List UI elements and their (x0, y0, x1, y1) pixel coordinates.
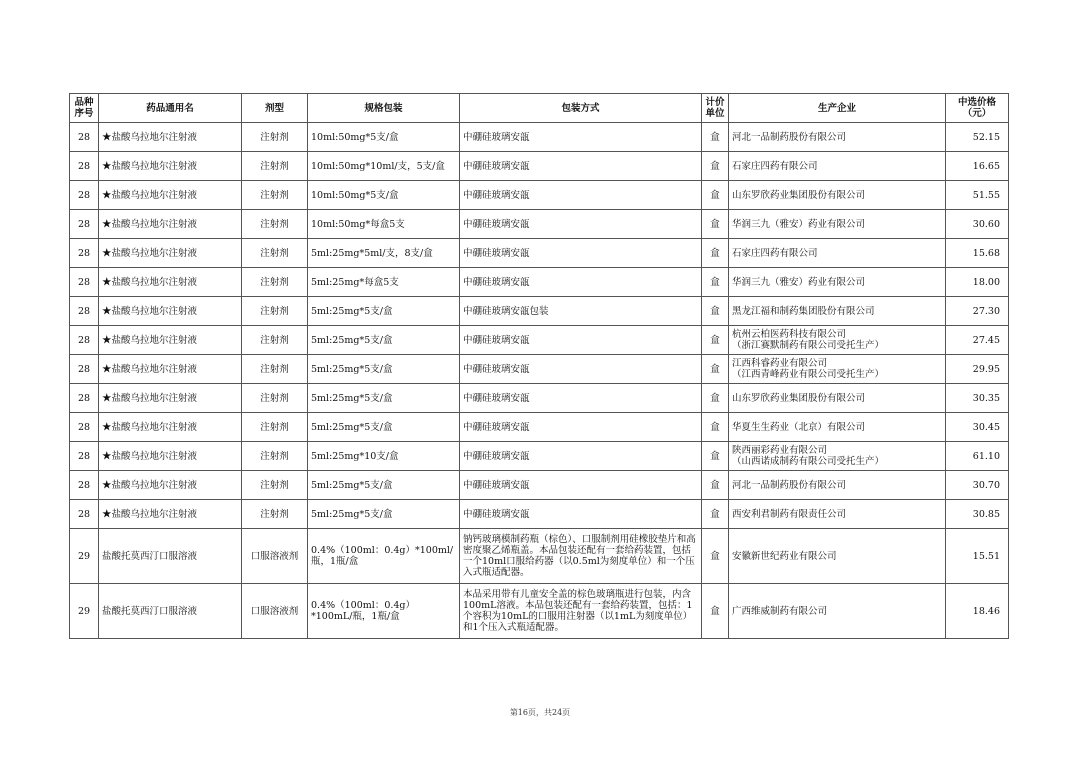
cell-form: 注射剂 (242, 152, 308, 181)
cell-mfr (729, 355, 946, 384)
header-seq: 品种序号 (70, 94, 99, 123)
cell-pack: 中硼硅玻璃安瓿 (460, 210, 702, 239)
table-row (70, 152, 1009, 181)
cell-pack: 本品采用带有儿童安全盖的棕色玻璃瓶进行包装，内含100mL溶液。本品包装还配有一套给药装置，包括：1个容积为10mL的口服用注射器（以1mL为刻度单位）和1个压入式瓶适配器。 (460, 584, 702, 639)
cell-spec: 10ml:50mg*10ml/支，5支/盒 (308, 152, 460, 181)
cell-mfr (729, 181, 946, 210)
header-mfr: 生产企业 (729, 94, 946, 123)
cell-form: 注射剂 (242, 442, 308, 471)
cell-pack: 中硼硅玻璃安瓿 (460, 384, 702, 413)
cell-unit: 盒 (702, 297, 729, 326)
cell-seq: 28 (70, 297, 99, 326)
cell-spec: 5ml:25mg*5支/盒 (308, 471, 460, 500)
cell-unit: 盒 (702, 210, 729, 239)
cell-price: 29.95 (946, 355, 1009, 384)
cell-pack: 钠钙玻璃模制药瓶（棕色）、口服制剂用硅橡胶垫片和高密度聚乙烯瓶盖。本品包装还配有一套给药装置，包括一个10ml口服给药器（以0.5ml为刻度单位）和一个压入式瓶适配器。 (460, 529, 702, 584)
mfr-line: 河北一品制药股份有限公司 (732, 479, 847, 491)
cell-unit: 盒 (702, 384, 729, 413)
table-row (70, 442, 1009, 471)
cell-spec: 0.4%（100ml：0.4g）*100mL/瓶，1瓶/盒 (308, 584, 460, 639)
cell-price: 61.10 (946, 442, 1009, 471)
cell-spec: 5ml:25mg*每盒5支 (308, 268, 460, 297)
cell-unit: 盒 (702, 239, 729, 268)
cell-form: 注射剂 (242, 239, 308, 268)
table-row (70, 210, 1009, 239)
header-pack: 包装方式 (460, 94, 702, 123)
cell-spec: 10ml:50mg*每盒5支 (308, 210, 460, 239)
cell-price: 16.65 (946, 152, 1009, 181)
cell-unit: 盒 (702, 152, 729, 181)
cell-spec: 0.4%（100ml：0.4g）*100ml/瓶，1瓶/盒 (308, 529, 460, 584)
mfr-contractor-line: （山西诺成制药有限公司受托生产） (732, 456, 885, 467)
cell-seq: 28 (70, 413, 99, 442)
cell-pack: 中硼硅玻璃安瓿 (460, 123, 702, 152)
cell-name: ★盐酸乌拉地尔注射液 (99, 442, 242, 471)
mfr-line: 河北一品制药股份有限公司 (732, 131, 847, 143)
cell-pack: 中硼硅玻璃安瓿 (460, 268, 702, 297)
cell-name: ★盐酸乌拉地尔注射液 (99, 384, 242, 413)
mfr-line: 石家庄四药有限公司 (732, 160, 818, 172)
mfr-line: 华润三九（雅安）药业有限公司 (732, 218, 866, 230)
cell-name: ★盐酸乌拉地尔注射液 (99, 413, 242, 442)
procurement-table (69, 93, 1009, 639)
cell-form: 注射剂 (242, 384, 308, 413)
cell-unit: 盒 (702, 584, 729, 639)
cell-mfr (729, 152, 946, 181)
cell-pack: 中硼硅玻璃安瓿 (460, 500, 702, 529)
cell-name: ★盐酸乌拉地尔注射液 (99, 500, 242, 529)
cell-seq: 28 (70, 326, 99, 355)
cell-price: 30.70 (946, 471, 1009, 500)
cell-seq: 28 (70, 384, 99, 413)
mfr-contractor-line: （江西青峰药业有限公司受托生产） (732, 369, 885, 380)
cell-form: 注射剂 (242, 297, 308, 326)
table-row (70, 123, 1009, 152)
cell-unit: 盒 (702, 442, 729, 471)
table-row (70, 355, 1009, 384)
cell-price: 51.55 (946, 181, 1009, 210)
cell-pack: 中硼硅玻璃安瓿 (460, 152, 702, 181)
table-row (70, 384, 1009, 413)
cell-price: 30.35 (946, 384, 1009, 413)
cell-name: ★盐酸乌拉地尔注射液 (99, 123, 242, 152)
cell-unit: 盒 (702, 123, 729, 152)
cell-unit: 盒 (702, 355, 729, 384)
cell-pack: 中硼硅玻璃安瓿 (460, 413, 702, 442)
mfr-line: 石家庄四药有限公司 (732, 247, 818, 259)
cell-form: 注射剂 (242, 413, 308, 442)
table-row (70, 500, 1009, 529)
cell-price: 30.45 (946, 413, 1009, 442)
cell-unit: 盒 (702, 326, 729, 355)
cell-name: ★盐酸乌拉地尔注射液 (99, 152, 242, 181)
cell-price: 27.45 (946, 326, 1009, 355)
cell-form: 注射剂 (242, 123, 308, 152)
cell-price: 18.00 (946, 268, 1009, 297)
mfr-line: 江西科睿药业有限公司 (732, 358, 828, 369)
cell-seq: 28 (70, 442, 99, 471)
cell-unit: 盒 (702, 529, 729, 584)
cell-name: ★盐酸乌拉地尔注射液 (99, 239, 242, 268)
cell-pack: 中硼硅玻璃安瓿 (460, 326, 702, 355)
cell-mfr (729, 471, 946, 500)
cell-spec: 5ml:25mg*5支/盒 (308, 297, 460, 326)
cell-price: 30.85 (946, 500, 1009, 529)
cell-seq: 28 (70, 268, 99, 297)
mfr-line: 陕西丽彩药业有限公司 (732, 445, 828, 456)
cell-spec: 5ml:25mg*5支/盒 (308, 355, 460, 384)
cell-form: 注射剂 (242, 500, 308, 529)
cell-mfr (729, 442, 946, 471)
table-row (70, 471, 1009, 500)
mfr-line: 山东罗欣药业集团股份有限公司 (732, 189, 866, 201)
mfr-line: 杭州云柏医药科技有限公司 (732, 329, 847, 340)
cell-spec: 5ml:25mg*5ml/支，8支/盒 (308, 239, 460, 268)
table-row (70, 584, 1009, 639)
table-row (70, 297, 1009, 326)
cell-unit: 盒 (702, 471, 729, 500)
cell-pack: 中硼硅玻璃安瓿包装 (460, 297, 702, 326)
cell-name: ★盐酸乌拉地尔注射液 (99, 268, 242, 297)
cell-mfr (729, 384, 946, 413)
cell-unit: 盒 (702, 181, 729, 210)
cell-name: 盐酸托莫西汀口服溶液 (99, 529, 242, 584)
cell-name: ★盐酸乌拉地尔注射液 (99, 181, 242, 210)
cell-mfr (729, 297, 946, 326)
cell-pack: 中硼硅玻璃安瓿 (460, 239, 702, 268)
cell-seq: 28 (70, 181, 99, 210)
cell-price: 18.46 (946, 584, 1009, 639)
header-price: 中选价格（元） (946, 94, 1009, 123)
cell-pack: 中硼硅玻璃安瓿 (460, 355, 702, 384)
cell-mfr (729, 210, 946, 239)
cell-spec: 10ml:50mg*5支/盒 (308, 123, 460, 152)
table-row (70, 181, 1009, 210)
mfr-contractor-line: （浙江赛默制药有限公司受托生产） (732, 340, 885, 351)
header-row (70, 94, 1009, 123)
cell-unit: 盒 (702, 268, 729, 297)
cell-mfr (729, 123, 946, 152)
cell-unit: 盒 (702, 500, 729, 529)
cell-spec: 5ml:25mg*5支/盒 (308, 384, 460, 413)
cell-mfr (729, 326, 946, 355)
cell-spec: 5ml:25mg*5支/盒 (308, 500, 460, 529)
cell-form: 注射剂 (242, 355, 308, 384)
cell-price: 27.30 (946, 297, 1009, 326)
cell-name: ★盐酸乌拉地尔注射液 (99, 326, 242, 355)
table-row (70, 529, 1009, 584)
header-unit: 计价单位 (702, 94, 729, 123)
cell-mfr (729, 413, 946, 442)
header-form: 剂型 (242, 94, 308, 123)
header-spec: 规格包装 (308, 94, 460, 123)
cell-spec: 10ml:50mg*5支/盒 (308, 181, 460, 210)
cell-seq: 28 (70, 471, 99, 500)
table-row (70, 326, 1009, 355)
cell-seq: 29 (70, 529, 99, 584)
cell-mfr (729, 268, 946, 297)
cell-mfr (729, 239, 946, 268)
cell-pack: 中硼硅玻璃安瓿 (460, 471, 702, 500)
cell-name: ★盐酸乌拉地尔注射液 (99, 297, 242, 326)
table-row (70, 413, 1009, 442)
cell-mfr (729, 500, 946, 529)
mfr-line: 山东罗欣药业集团股份有限公司 (732, 392, 866, 404)
cell-price: 15.68 (946, 239, 1009, 268)
cell-mfr: 安徽新世纪药业有限公司 (729, 529, 946, 584)
cell-seq: 28 (70, 500, 99, 529)
cell-pack: 中硼硅玻璃安瓿 (460, 442, 702, 471)
cell-form: 口服溶液剂 (242, 529, 308, 584)
cell-price: 52.15 (946, 123, 1009, 152)
cell-unit: 盒 (702, 413, 729, 442)
table-body (70, 123, 1009, 639)
cell-form: 注射剂 (242, 326, 308, 355)
page-footer: 第16页，共24页 (509, 708, 571, 717)
cell-form: 注射剂 (242, 210, 308, 239)
cell-name: ★盐酸乌拉地尔注射液 (99, 210, 242, 239)
cell-name: ★盐酸乌拉地尔注射液 (99, 355, 242, 384)
cell-seq: 29 (70, 584, 99, 639)
cell-form: 注射剂 (242, 471, 308, 500)
table-row (70, 268, 1009, 297)
cell-spec: 5ml:25mg*5支/盒 (308, 413, 460, 442)
cell-price: 30.60 (946, 210, 1009, 239)
table-row (70, 239, 1009, 268)
cell-form: 口服溶液剂 (242, 584, 308, 639)
cell-seq: 28 (70, 152, 99, 181)
cell-seq: 28 (70, 123, 99, 152)
cell-seq: 28 (70, 210, 99, 239)
cell-mfr: 广西维威制药有限公司 (729, 584, 946, 639)
mfr-line: 西安利君制药有限责任公司 (732, 508, 847, 520)
cell-name: 盐酸托莫西汀口服溶液 (99, 584, 242, 639)
cell-price: 15.51 (946, 529, 1009, 584)
cell-name: ★盐酸乌拉地尔注射液 (99, 471, 242, 500)
cell-pack: 中硼硅玻璃安瓿 (460, 181, 702, 210)
mfr-line: 黑龙江福和制药集团股份有限公司 (732, 305, 875, 317)
cell-spec: 5ml:25mg*10支/盒 (308, 442, 460, 471)
header-name: 药品通用名 (99, 94, 242, 123)
cell-form: 注射剂 (242, 181, 308, 210)
cell-seq: 28 (70, 355, 99, 384)
mfr-line: 华润三九（雅安）药业有限公司 (732, 276, 866, 288)
cell-form: 注射剂 (242, 268, 308, 297)
cell-seq: 28 (70, 239, 99, 268)
cell-spec: 5ml:25mg*5支/盒 (308, 326, 460, 355)
mfr-line: 华夏生生药业（北京）有限公司 (732, 421, 866, 433)
